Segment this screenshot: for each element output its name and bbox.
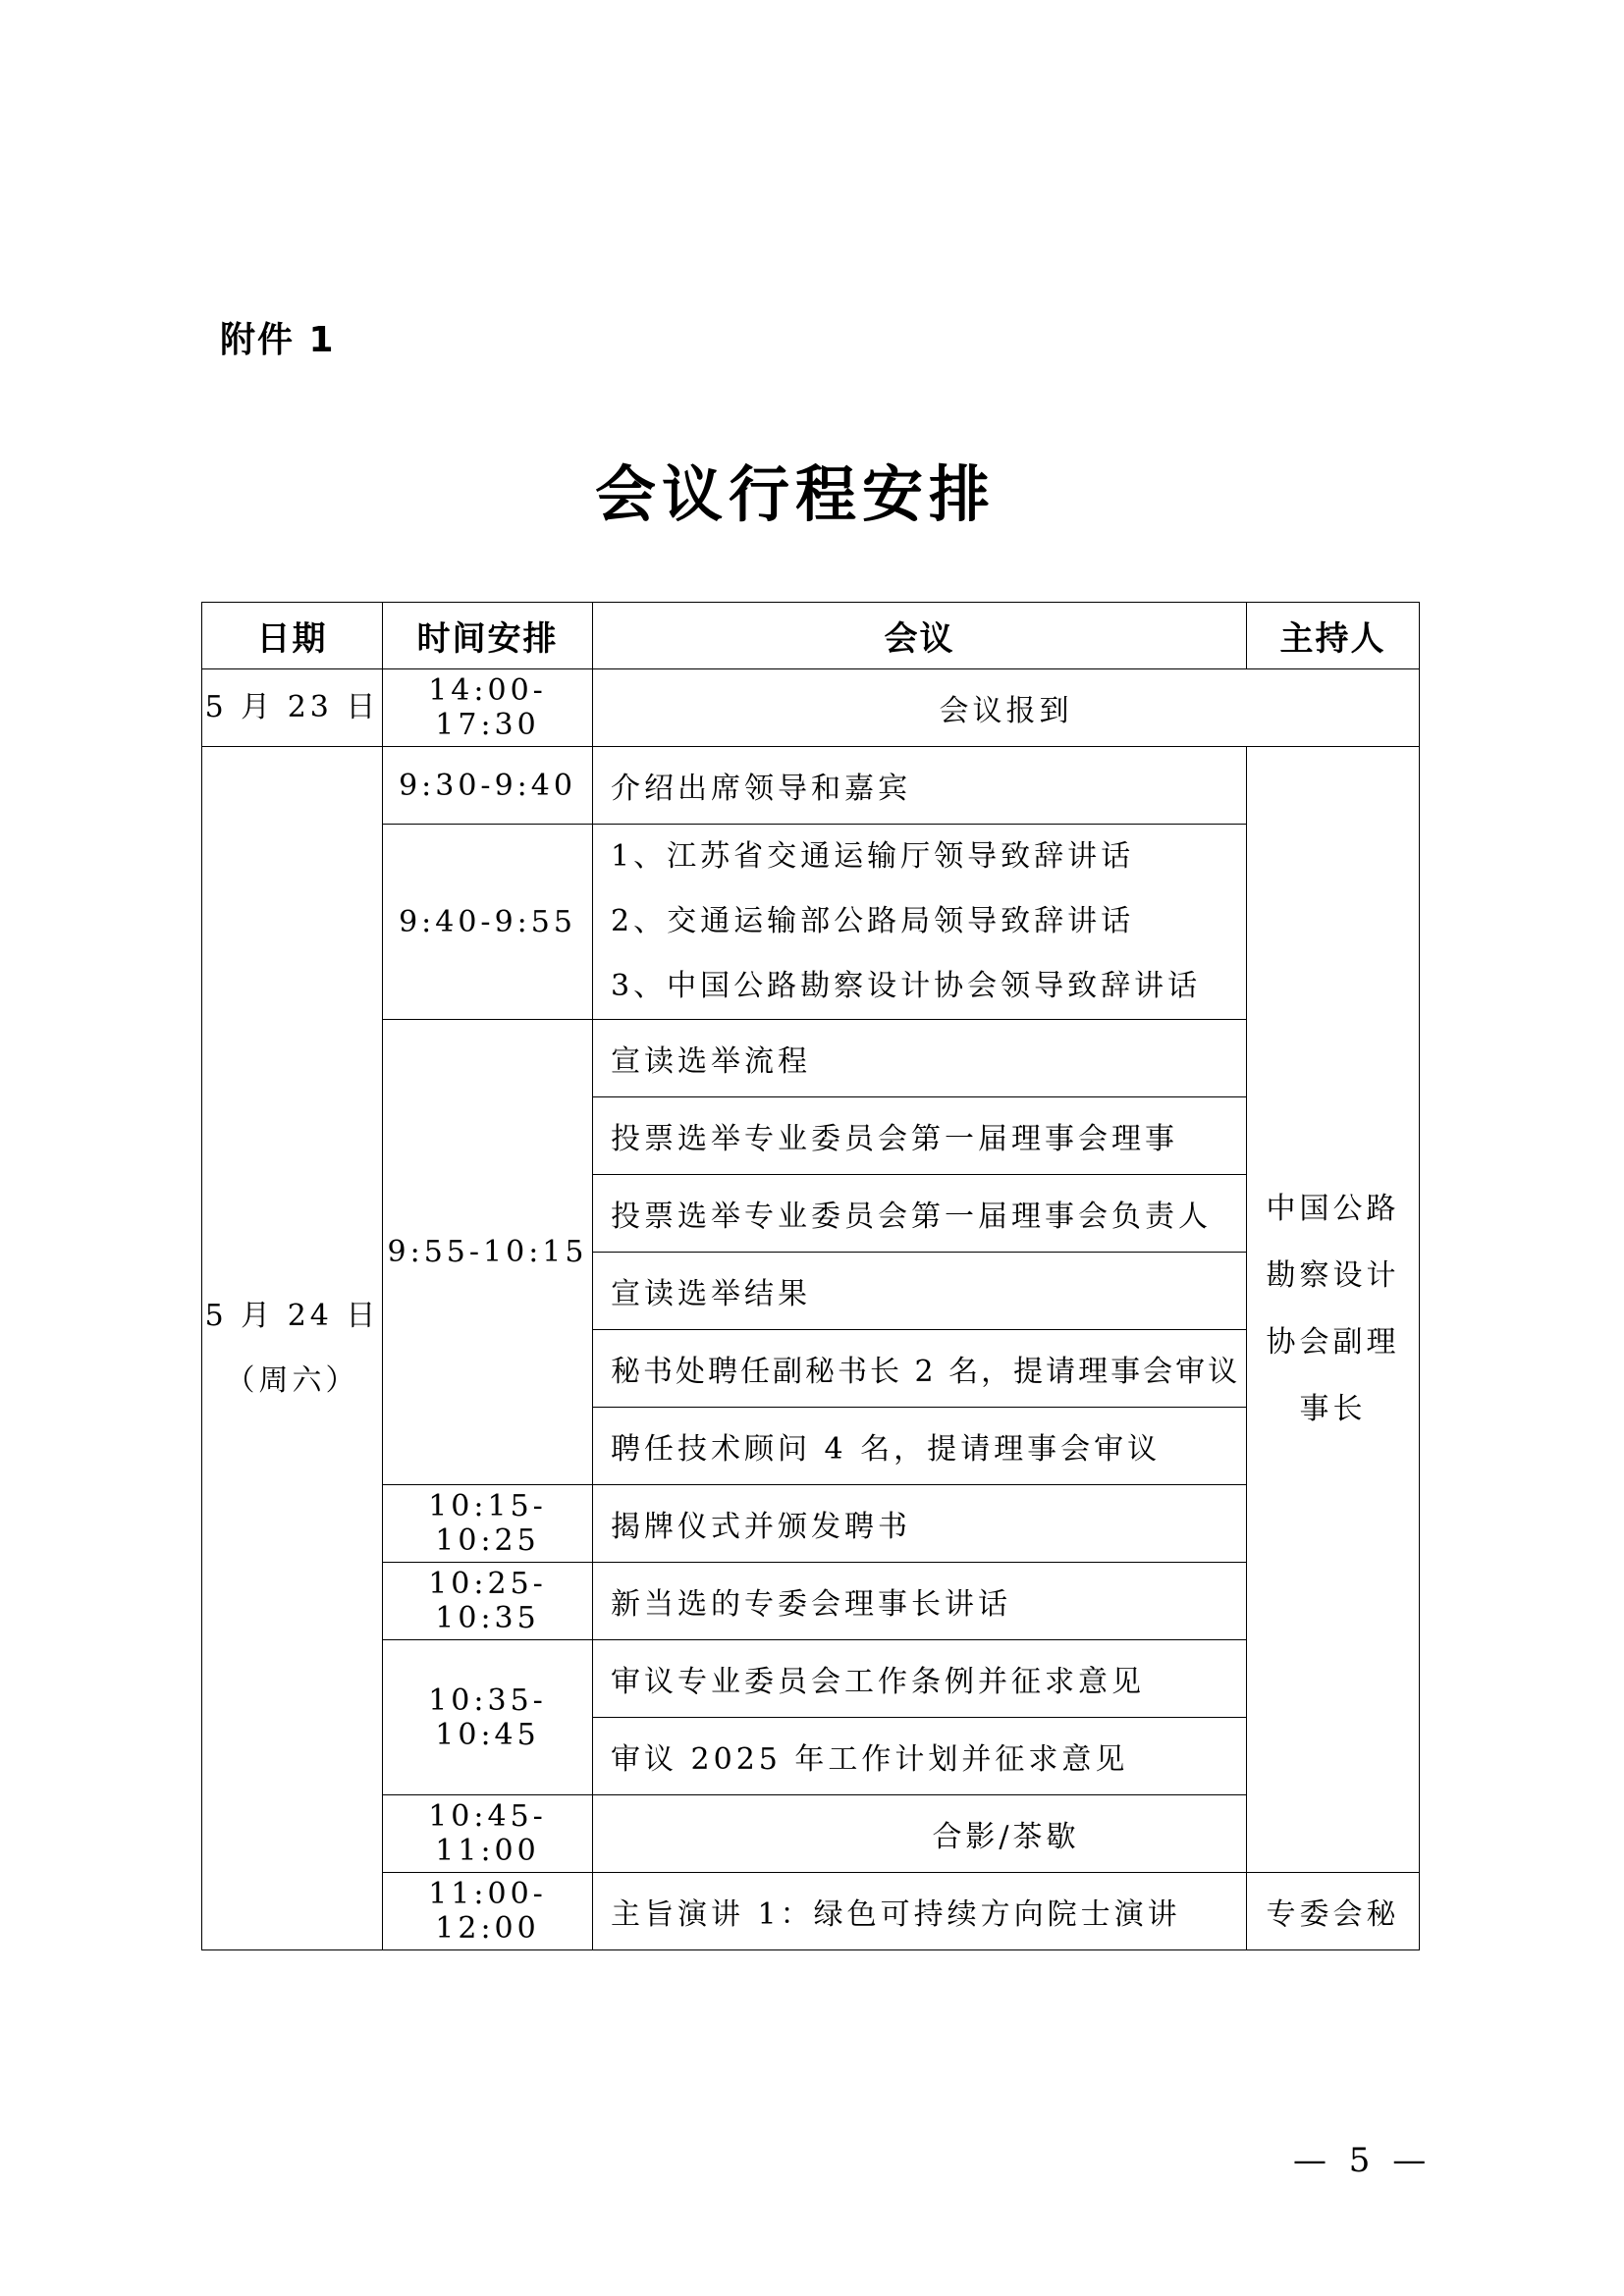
schedule-table [201, 602, 1420, 1950]
host-line: 协会副理 [1266, 1325, 1400, 1360]
table-row [202, 747, 1420, 825]
table-row [202, 1640, 1420, 1718]
time-cell: 14:00-17:30 [383, 669, 593, 747]
meeting-cell: 揭牌仪式并颁发聘书 [593, 1485, 1247, 1563]
host-line: 勘察设计 [1266, 1258, 1400, 1293]
meeting-cell: 宣读选举结果 [593, 1253, 1247, 1330]
speech-item: 3、中国公路勘察设计协会领导致辞讲话 [611, 969, 1202, 1003]
meeting-cell: 审议 2025 年工作计划并征求意见 [593, 1718, 1247, 1795]
time-cell: 10:25-10:35 [383, 1563, 593, 1640]
table-row [202, 1563, 1420, 1640]
time-cell: 9:40-9:55 [383, 825, 593, 1020]
table-row [202, 1795, 1420, 1873]
host-line: 中国公路 [1266, 1192, 1400, 1226]
speech-item: 1、江苏省交通运输厅领导致辞讲话 [611, 839, 1135, 874]
table-header-row [202, 603, 1420, 669]
meeting-cell: 合影/茶歇 [593, 1795, 1420, 1873]
meeting-cell: 会议报到 [593, 669, 1420, 747]
table-row [202, 825, 1420, 1020]
meeting-cell [593, 825, 1247, 1020]
meeting-cell: 投票选举专业委员会第一届理事会理事 [593, 1097, 1247, 1175]
meeting-cell: 宣读选举流程 [593, 1020, 1247, 1097]
table-row [202, 669, 1420, 747]
time-cell: 9:55-10:15 [383, 1020, 593, 1485]
meeting-cell: 主旨演讲 1：绿色可持续方向院士演讲 [593, 1873, 1247, 1950]
time-cell: 10:45-11:00 [383, 1795, 593, 1873]
host-cell: 专委会秘 [1247, 1873, 1420, 1950]
date-line: 5 月 24 日 [204, 1298, 380, 1333]
page-number: — 5 — [1293, 2141, 1433, 2180]
time-cell: 10:35-10:45 [383, 1640, 593, 1795]
host-line: 事长 [1299, 1392, 1367, 1426]
speech-item: 2、交通运输部公路局领导致辞讲话 [611, 904, 1135, 938]
header-host: 主持人 [1247, 603, 1420, 669]
host-cell [1247, 747, 1420, 1873]
attachment-label: 附件 1 [220, 320, 336, 360]
date-cell: 5 月 23 日 [202, 669, 383, 747]
time-cell: 11:00-12:00 [383, 1873, 593, 1950]
header-time: 时间安排 [383, 603, 593, 669]
header-meeting: 会议 [593, 603, 1247, 669]
meeting-cell: 介绍出席领导和嘉宾 [593, 747, 1247, 825]
page-title: 会议行程安排 [594, 458, 996, 530]
time-cell: 9:30-9:40 [383, 747, 593, 825]
time-cell: 10:15-10:25 [383, 1485, 593, 1563]
date-cell [202, 747, 383, 1950]
table-row [202, 1873, 1420, 1950]
meeting-cell: 审议专业委员会工作条例并征求意见 [593, 1640, 1247, 1718]
table-row [202, 1485, 1420, 1563]
meeting-cell: 投票选举专业委员会第一届理事会负责人 [593, 1175, 1247, 1253]
meeting-cell: 秘书处聘任副秘书长 2 名，提请理事会审议 [593, 1330, 1247, 1408]
meeting-cell: 聘任技术顾问 4 名，提请理事会审议 [593, 1408, 1247, 1485]
date-weekday: （周六） [225, 1362, 359, 1398]
header-date: 日期 [202, 603, 383, 669]
meeting-cell: 新当选的专委会理事长讲话 [593, 1563, 1247, 1640]
table-row [202, 1020, 1420, 1097]
